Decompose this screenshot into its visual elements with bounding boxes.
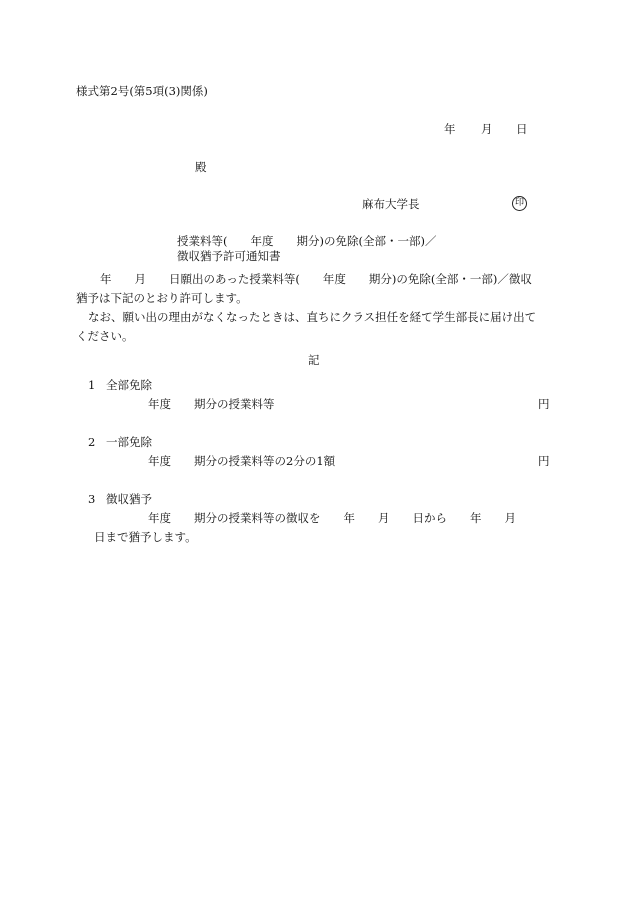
date-year-label: 年 bbox=[444, 122, 456, 136]
item-1-number: 1 bbox=[88, 378, 96, 392]
body-paragraph2-line2: ください。 bbox=[76, 329, 134, 343]
item-3-title: 徴収猶予 bbox=[106, 492, 152, 506]
body-paragraph2-line1: なお、願い出の理由がなくなったときは、直ちにクラス担任を経て学生部長に届け出て bbox=[88, 310, 537, 324]
document-title-line1: 授業料等( 年度 期分)の免除(全部・一部)／ bbox=[177, 234, 437, 248]
item-1-title: 全部免除 bbox=[106, 378, 152, 392]
item-1-detail: 年度 期分の授業料等 bbox=[148, 397, 275, 411]
form-number: 様式第2号(第5項(3)関係) bbox=[76, 84, 208, 98]
item-2-number: 2 bbox=[88, 435, 96, 449]
item-3-continuation: 日まで猶予します。 bbox=[94, 530, 197, 544]
sender-name: 麻布大学長 bbox=[362, 197, 420, 211]
body-paragraph1-line2: 猶予は下記のとおり許可します。 bbox=[76, 291, 248, 305]
date-month-label: 月 bbox=[481, 122, 493, 136]
item-2-unit: 円 bbox=[538, 454, 550, 468]
item-2-detail: 年度 期分の授業料等の2分の1額 bbox=[148, 454, 336, 468]
item-1-unit: 円 bbox=[538, 397, 550, 411]
item-3-detail: 年度 期分の授業料等の徴収を 年 月 日から 年 月 bbox=[148, 511, 516, 525]
document-title-line2: 徴収猶予許可通知書 bbox=[177, 249, 281, 263]
addressee-honorific: 殿 bbox=[195, 160, 207, 174]
ki-heading: 記 bbox=[308, 353, 320, 367]
seal-stamp: 印 bbox=[512, 196, 527, 211]
item-2-title: 一部免除 bbox=[106, 435, 152, 449]
item-3-number: 3 bbox=[88, 492, 96, 506]
date-day-label: 日 bbox=[516, 122, 528, 136]
body-paragraph1-line1: 年 月 日願出のあった授業料等( 年度 期分)の免除(全部・一部)／徴収 bbox=[100, 272, 532, 286]
